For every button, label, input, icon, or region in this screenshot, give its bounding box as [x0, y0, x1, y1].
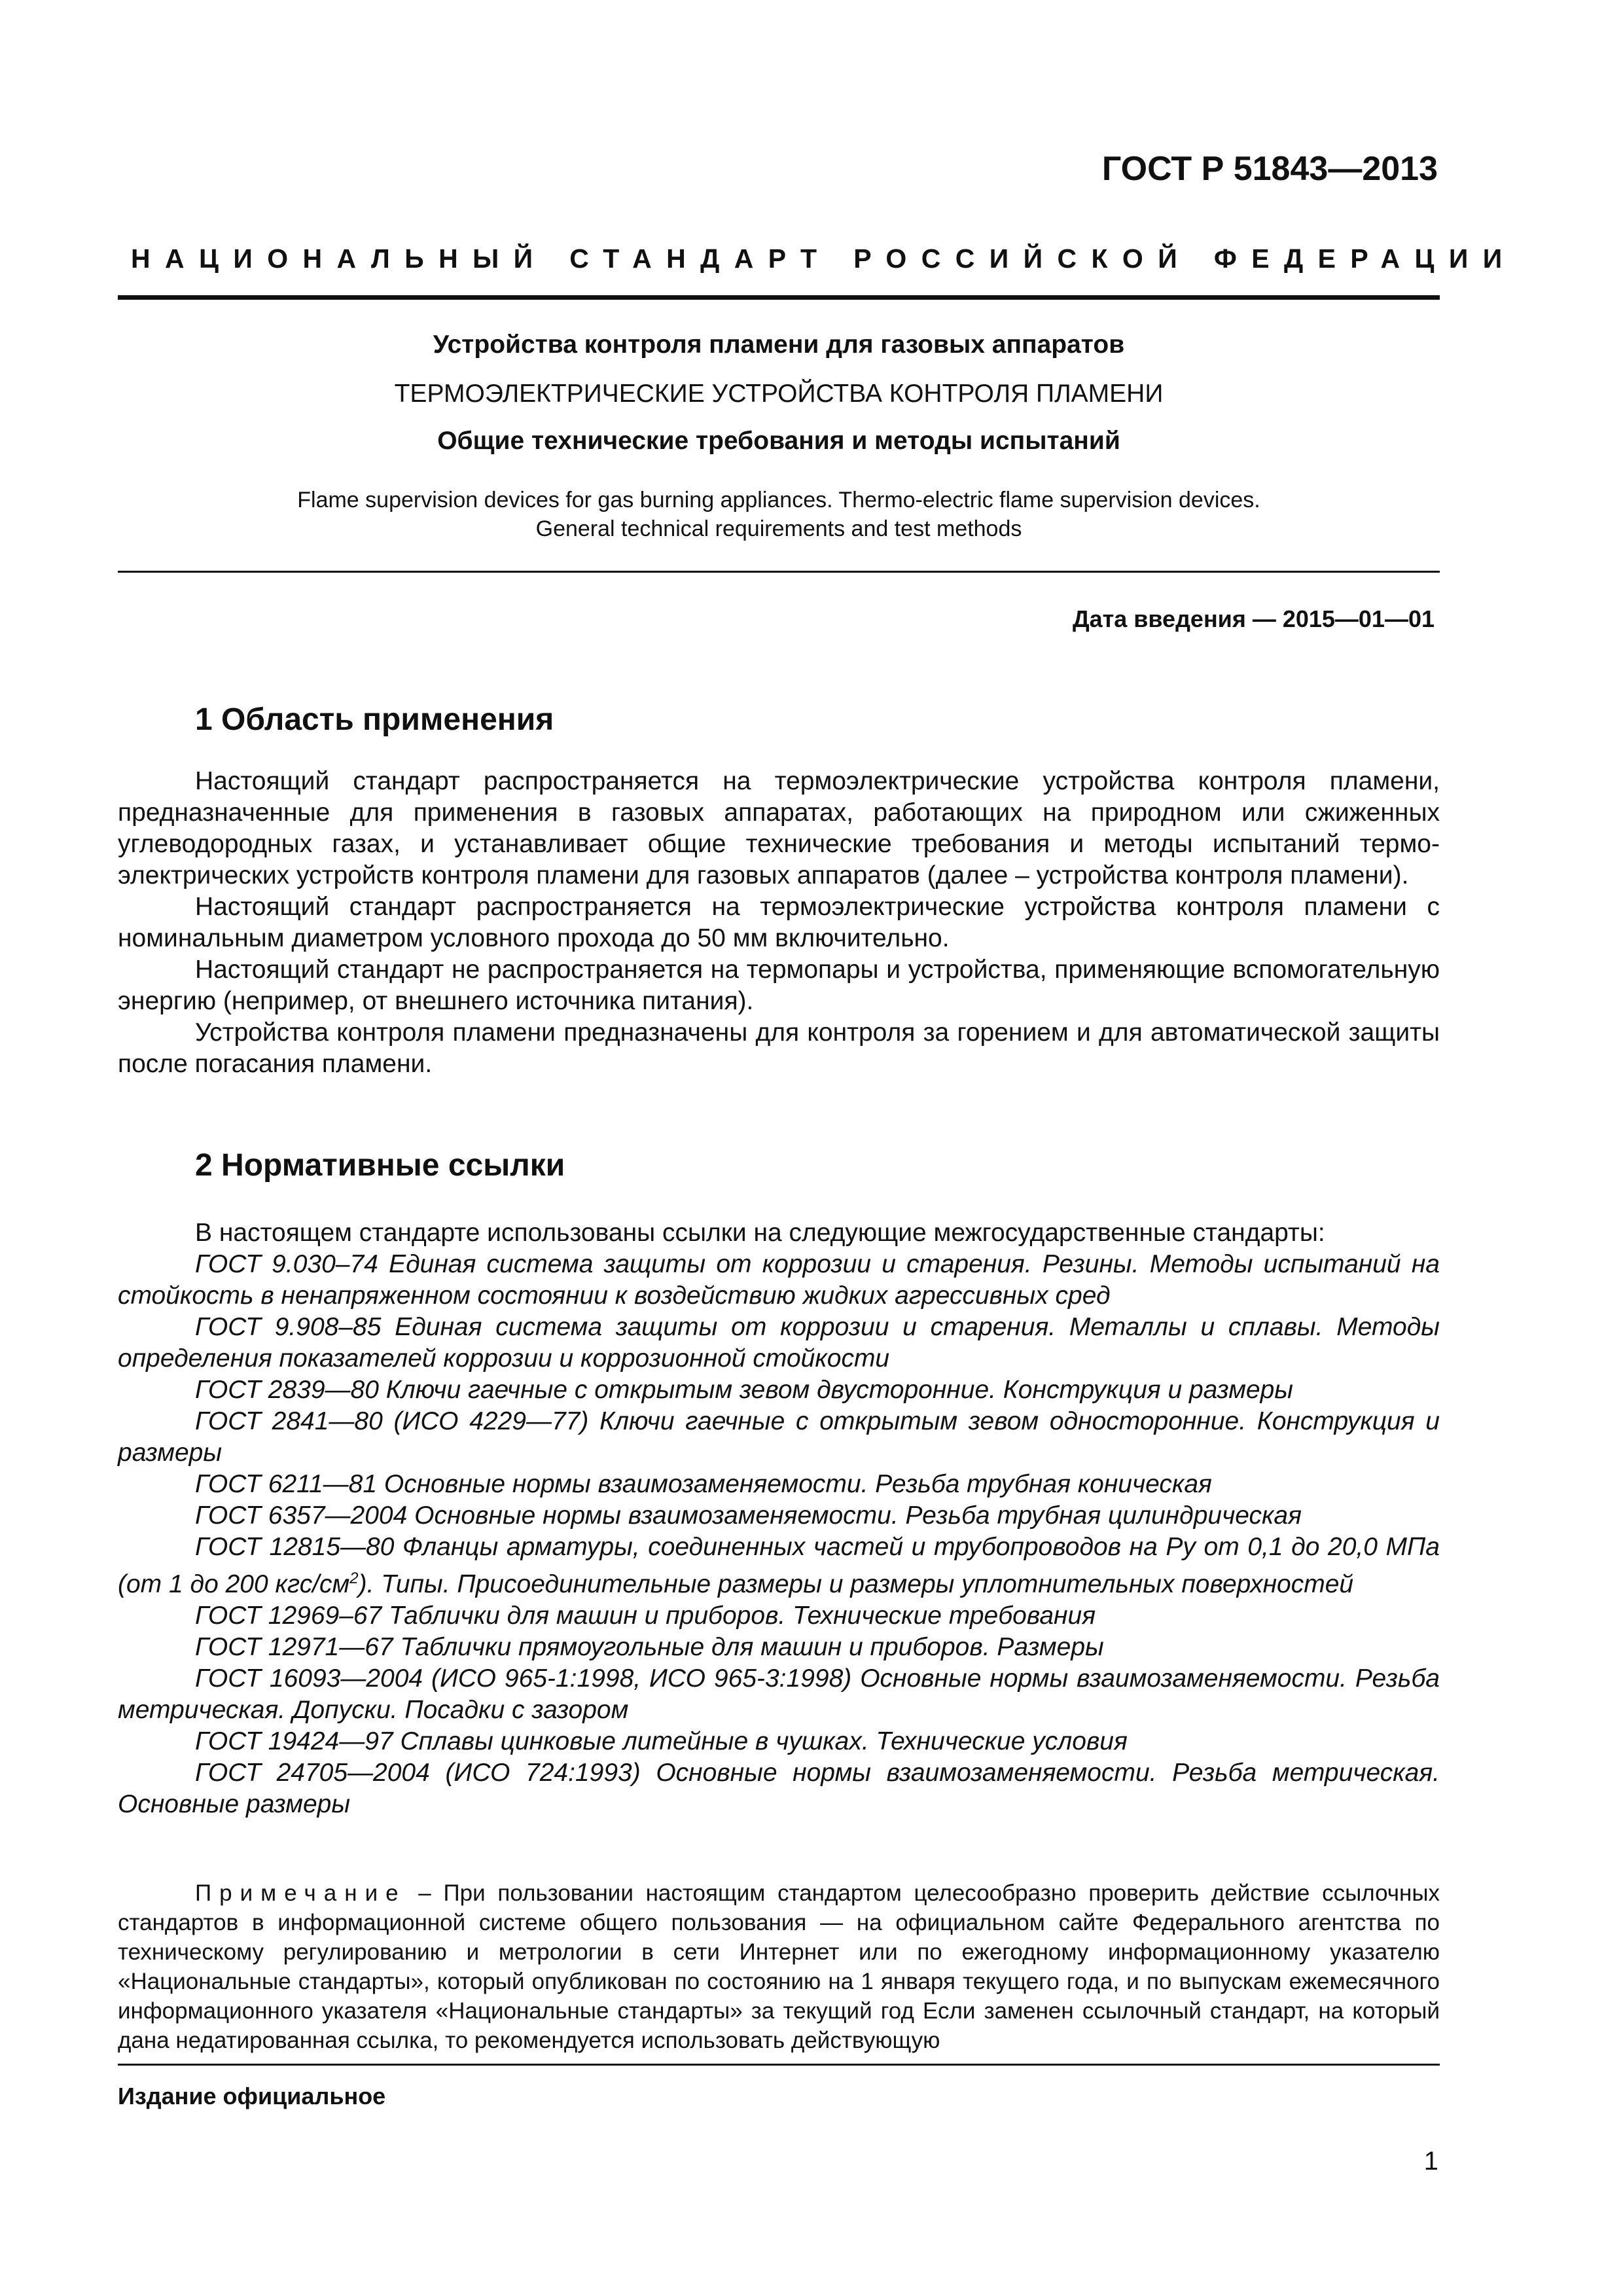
footer-divider	[118, 2064, 1440, 2066]
reference-text: ГОСТ 12815—80 Фланцы арматуры, соединенных частей и трубопроводов на Ру от 0,1 до 20,0 МПа (от 1 до 200 кгс/см	[118, 1533, 1440, 1598]
note-text: – При пользовании настоящим стандартом целесообразно проверить действие ссылочных стандартов в информационной системе общего пользования — на официальном сайте Федерального агентства по техническому регулированию и метрологии в сети Интернет или по ежегодному информационному указателю «Национальные стандарты», который опубликован по состоянию на 1 января текущего года, и по выпускам ежемесячного информационного указателя «Национальные стандарты» за текущий год Если заменен ссылочный стандарт, на который дана недатированная ссылка, то рекомендуется использовать действующую	[118, 1880, 1440, 2053]
title-line-2: ТЕРМОЭЛЕКТРИЧЕСКИЕ УСТРОЙСТВА КОНТРОЛЯ ПЛАМЕНИ	[394, 380, 1164, 408]
english-title-line-1: Flame supervision devices for gas burning appliances. Thermo-electric flame supervision devices.	[297, 488, 1260, 512]
note-label: Примечание	[195, 1880, 406, 1906]
introduction-date: Дата введения — 2015—01—01	[1072, 605, 1435, 632]
reference-text: ). Типы. Присоединительные размеры и размеры уплотнительных поверхностей	[358, 1570, 1354, 1598]
title-line-3: Общие технические требования и методы испытаний	[437, 427, 1120, 455]
section-2-body	[118, 1217, 1440, 1820]
english-title-line-2: General technical requirements and test methods	[535, 516, 1022, 541]
note-paragraph	[118, 1878, 1440, 2055]
note-block	[118, 1878, 1440, 2055]
reference-item: ГОСТ 9.030–74 Единая система защиты от коррозии и старения. Резины. Методы испытаний на стойкость в ненапряженном состоянии к воздействию жидких агрессивных сред	[118, 1250, 1440, 1310]
document-number: ГОСТ Р 51843—2013	[1101, 150, 1438, 188]
header-divider	[118, 295, 1440, 300]
reference-item	[118, 1532, 1440, 1600]
reference-item: ГОСТ 2841—80 (ИСО 4229—77) Ключи гаечные с открытым зевом односторонние. Конструкция и размеры	[118, 1407, 1440, 1467]
reference-item: ГОСТ 6357—2004 Основные нормы взаимозаменяемости. Резьба трубная цилиндрическая	[195, 1501, 1302, 1530]
reference-item: ГОСТ 9.908–85 Единая система защиты от коррозии и старения. Металлы и сплавы. Методы определения показателей коррозии и коррозионной стойкости	[118, 1313, 1440, 1372]
reference-item: ГОСТ 12971—67 Таблички прямоугольные для машин и приборов. Размеры	[195, 1633, 1104, 1661]
reference-item: ГОСТ 19424—97 Сплавы цинковые литейные в чушках. Технические условия	[195, 1727, 1128, 1755]
title-line-1: Устройства контроля пламени для газовых аппаратов	[433, 331, 1125, 359]
section-1-heading: 1 Область применения	[195, 702, 554, 737]
paragraph: Настоящий стандарт не распространяется на термопары и устройства, применяющие вспомогательную энергию (непример, от внешнего источника питания).	[118, 956, 1440, 1015]
reference-item: ГОСТ 12969–67 Таблички для машин и приборов. Технические требования	[195, 1602, 1096, 1630]
paragraph: Настоящий стандарт распространяется на термоэлектрические устройства контроля пламени, предназначенные для применения в газовых аппаратах, работающих на природном или сжиженных углеводородных газах, и устанавливает общие технические требования и методы испытаний термоэлектрических устройств контроля пламени для газовых аппаратов (далее – устройства контроля пламени).	[118, 767, 1440, 889]
national-standard-banner: НАЦИОНАЛЬНЫЙ СТАНДАРТ РОССИЙСКОЙ ФЕДЕРАЦИИ	[131, 243, 1517, 274]
reference-item: ГОСТ 24705—2004 (ИСО 724:1993) Основные нормы взаимозаменяемости. Резьба метрическая. Основные размеры	[118, 1759, 1440, 1818]
reference-item: ГОСТ 2839—80 Ключи гаечные с открытым зевом двусторонние. Конструкция и размеры	[195, 1376, 1294, 1404]
reference-item: ГОСТ 16093—2004 (ИСО 965-1:1998, ИСО 965-3:1998) Основные нормы взаимозаменяемости. Резьба метрическая. Допуски. Посадки с зазором	[118, 1664, 1440, 1724]
page-number: 1	[1423, 2147, 1438, 2176]
title-divider	[118, 571, 1440, 573]
references-intro: В настоящем стандарте использованы ссылки на следующие межгосударственные стандарты:	[195, 1219, 1325, 1247]
edition-label: Издание официальное	[118, 2083, 386, 2109]
superscript: 2	[349, 1570, 359, 1587]
section-2-heading: 2 Нормативные ссылки	[195, 1148, 565, 1183]
section-1-body	[118, 766, 1440, 1080]
paragraph: Устройства контроля пламени предназначены для контроля за горением и для автоматической защиты после погасания пламени.	[118, 1018, 1440, 1078]
paragraph: Настоящий стандарт распространяется на термоэлектрические устройства контроля пламени с номинальным диаметром условного прохода до 50 мм включительно.	[118, 893, 1440, 952]
reference-item: ГОСТ 6211—81 Основные нормы взаимозаменяемости. Резьба трубная коническая	[195, 1470, 1212, 1498]
